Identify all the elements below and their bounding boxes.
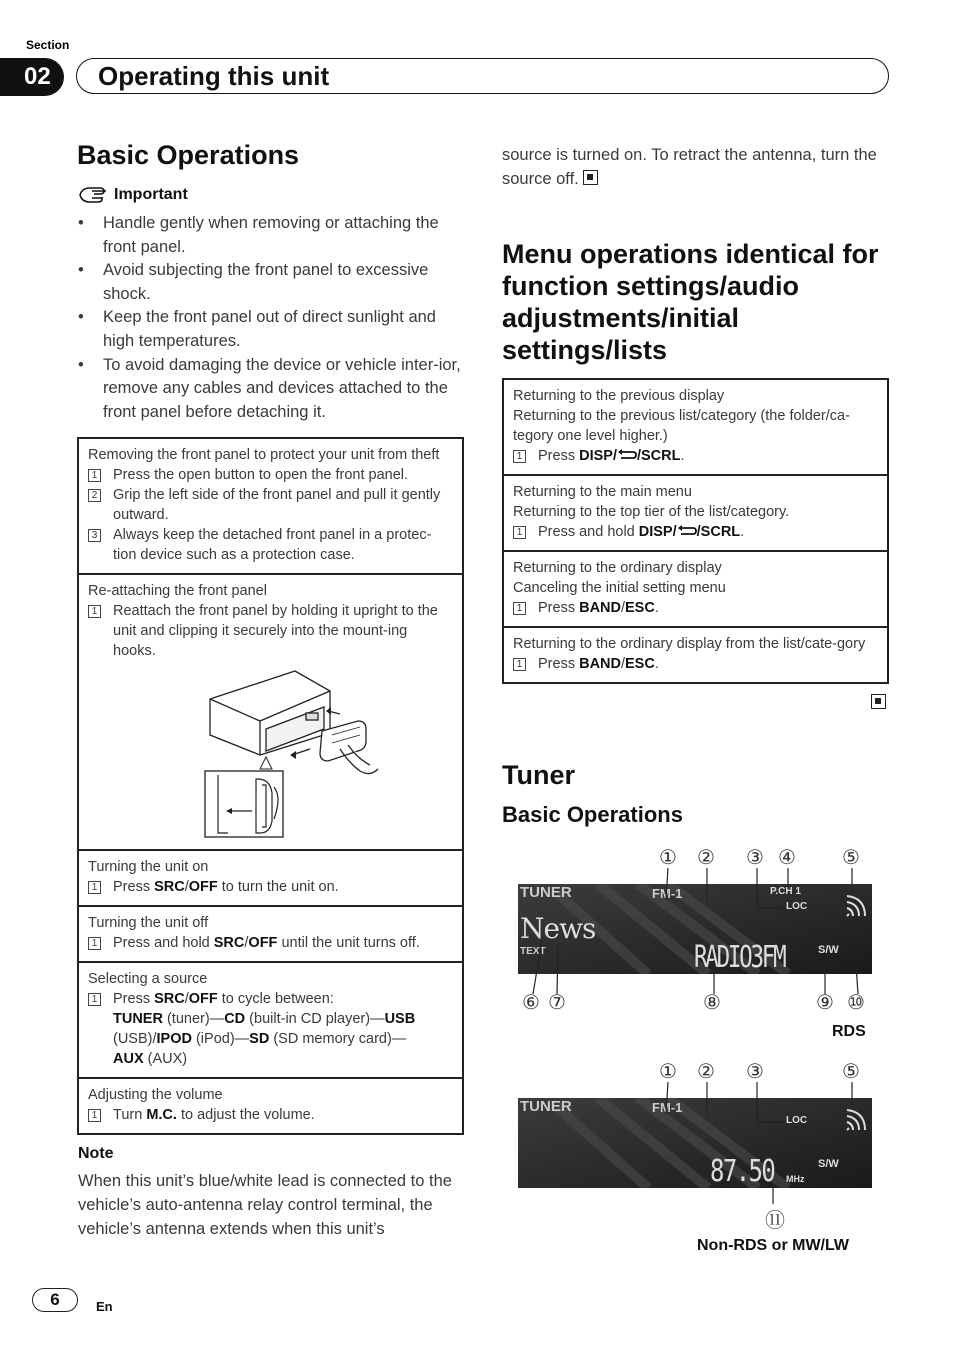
sw-indicator: S/W: [818, 944, 839, 956]
step-number: 1: [88, 937, 101, 950]
step: [513, 598, 878, 618]
callout-3: ③: [746, 847, 764, 869]
step-text: Reattach the front panel by holding it upright to the unit and clipping it securely into the mount-ing hooks.: [113, 603, 438, 659]
band-label: FM-1: [652, 1100, 683, 1115]
frequency-readout: RADIO3FM: [694, 940, 785, 974]
step: [88, 933, 453, 953]
step-text: Turn M.C. to adjust the volume.: [113, 1107, 315, 1123]
step-number: 2: [88, 489, 101, 502]
menu-operations-heading: Menu operations identical for function settings/audio adjustments/initial settings/lists: [502, 239, 879, 365]
important-text: Important: [114, 186, 188, 203]
callout-5: ⑤: [842, 847, 860, 869]
step-text: Press the open button to open the front panel.: [113, 467, 409, 483]
step-number: 1: [88, 605, 101, 618]
step-text: Press SRC/OFF to cycle between: TUNER (tuner)—CD (built-in CD player)—USB (USB)/IPOD (iPod)—SD (SD memory card)— AUX (AUX): [113, 991, 416, 1067]
menu-row: [503, 379, 888, 475]
tuner-label: TUNER: [520, 1098, 572, 1115]
step: [88, 601, 453, 661]
step-number: 1: [88, 993, 101, 1006]
list-item: • To avoid damaging the device or vehicle inter-ior, remove any cables and devices attached to the front panel before detaching it.: [78, 354, 468, 425]
loc-indicator: LOC: [786, 901, 808, 912]
continuation-text: [502, 143, 892, 191]
end-mark-icon: [871, 694, 886, 709]
cell-title: Turning the unit on: [88, 859, 209, 875]
step: [513, 522, 878, 542]
step: [88, 877, 453, 897]
menu-row: [503, 627, 888, 683]
back-arrow-icon: [677, 525, 697, 537]
step-text: Press BAND/ESC.: [538, 600, 659, 616]
step-number: 3: [88, 529, 101, 542]
frequency-unit: MHz: [786, 1174, 805, 1184]
important-hand-icon: [78, 185, 108, 205]
list-item: • Avoid subjecting the front panel to excessive shock.: [78, 259, 468, 306]
step-text: Press SRC/OFF to turn the unit on.: [113, 879, 339, 895]
step-number: 1: [513, 602, 526, 615]
sw-indicator: S/W: [818, 1158, 839, 1170]
language-code: En: [96, 1299, 113, 1314]
important-label: [78, 185, 188, 205]
step-text: Press DISP/ /SCRL.: [538, 448, 685, 464]
section-label: Section: [26, 38, 70, 52]
callout-4: ④: [778, 847, 796, 869]
callout-6: ⑥: [522, 992, 540, 1014]
step-number: 1: [88, 1109, 101, 1122]
callout-1: ①: [659, 1061, 677, 1083]
end-mark-icon: [583, 170, 598, 185]
cell-title: Re-attaching the front panel: [88, 583, 267, 599]
step-text: Press and hold SRC/OFF until the unit turns off.: [113, 935, 420, 951]
step-text: Press and hold DISP/ /SCRL.: [538, 524, 745, 540]
page-title: Operating this unit: [98, 61, 330, 91]
row-line: Returning to the ordinary display: [513, 560, 722, 576]
callout-11: ⑪: [765, 1210, 785, 1232]
band-label: FM-1: [652, 886, 683, 901]
step-number: 1: [513, 658, 526, 671]
important-list: [78, 212, 468, 424]
step-number: 1: [513, 526, 526, 539]
note-heading: Note: [78, 1145, 114, 1162]
callout-1: ①: [659, 847, 677, 869]
tuner-label: TUNER: [520, 884, 572, 901]
cell-title: Adjusting the volume: [88, 1087, 223, 1103]
step: [88, 1105, 453, 1125]
non-rds-leader-lines: [518, 1074, 872, 1210]
removing-cell: [78, 438, 463, 574]
step: [88, 525, 453, 565]
news-indicator: News: [520, 912, 596, 945]
cell-title: Removing the front panel to protect your unit from theft: [88, 447, 440, 463]
cell-title: Turning the unit off: [88, 915, 209, 931]
row-line: Returning to the previous list/category (the folder/ca-tegory one level higher.): [513, 408, 850, 444]
row-line: Returning to the previous display: [513, 388, 725, 404]
row-line: Returning to the main menu: [513, 484, 692, 500]
list-item: • Keep the front panel out of direct sunlight and high temperatures.: [78, 306, 468, 353]
volume-cell: [78, 1078, 463, 1134]
callout-2: ②: [697, 1061, 715, 1083]
step: [88, 485, 453, 525]
step-number: 1: [88, 469, 101, 482]
step: [513, 446, 878, 466]
rds-caption: RDS: [832, 1023, 866, 1040]
callout-2: ②: [697, 847, 715, 869]
menu-row: [503, 475, 888, 551]
step-text: Grip the left side of the front panel and pull it gently outward.: [113, 487, 441, 523]
row-line: Canceling the initial setting menu: [513, 580, 726, 596]
front-panel-illustration: [200, 669, 390, 841]
text-indicator: TEXT: [520, 946, 546, 957]
callout-5: ⑤: [842, 1061, 860, 1083]
callout-10: ⑩: [847, 992, 865, 1014]
callout-9: ⑨: [816, 992, 834, 1014]
basic-operations-table: [77, 437, 464, 1135]
step-number: 1: [88, 881, 101, 894]
reattaching-cell: [78, 574, 463, 850]
list-item: • Handle gently when removing or attaching the front panel.: [78, 212, 468, 259]
page-number: 6: [32, 1288, 78, 1312]
section-number: 02: [0, 58, 64, 96]
row-line: Returning to the ordinary display from the list/cate-gory: [513, 636, 866, 652]
tuner-heading: Tuner: [502, 760, 575, 790]
callout-8: ⑧: [703, 992, 721, 1014]
select-source-cell: [78, 962, 463, 1078]
note-text: When this unit’s blue/white lead is connected to the vehicle’s auto-antenna relay control terminal, the vehicle’s antenna extends when this unit’s: [78, 1172, 452, 1238]
menu-operations-table: [502, 378, 889, 684]
row-line: Returning to the top tier of the list/category.: [513, 504, 790, 520]
step-text: Press BAND/ESC.: [538, 656, 659, 672]
frequency-readout: 87.50: [710, 1154, 775, 1188]
step-text: Always keep the detached front panel in a protec-tion device such as a protection case.: [113, 527, 432, 563]
non-rds-caption: Non-RDS or MW/LW: [697, 1237, 849, 1254]
step: [88, 989, 453, 1069]
cell-title: Selecting a source: [88, 971, 208, 987]
preset-channel-label: P.CH 1: [770, 886, 801, 897]
basic-operations-heading: Basic Operations: [77, 140, 300, 170]
step-number: 1: [513, 450, 526, 463]
loc-indicator: LOC: [786, 1115, 808, 1126]
turn-on-cell: [78, 850, 463, 906]
menu-row: [503, 551, 888, 627]
step: [513, 654, 878, 674]
callout-7: ⑦: [548, 992, 566, 1014]
rds-leader-lines: [518, 860, 872, 1010]
tuner-basic-operations-heading: Basic Operations: [502, 802, 683, 827]
turn-off-cell: [78, 906, 463, 962]
callout-3: ③: [746, 1061, 764, 1083]
step: [88, 465, 453, 485]
back-arrow-icon: [617, 449, 637, 461]
continuation-sentence: source is turned on. To retract the antenna, turn the source off.: [502, 146, 877, 188]
